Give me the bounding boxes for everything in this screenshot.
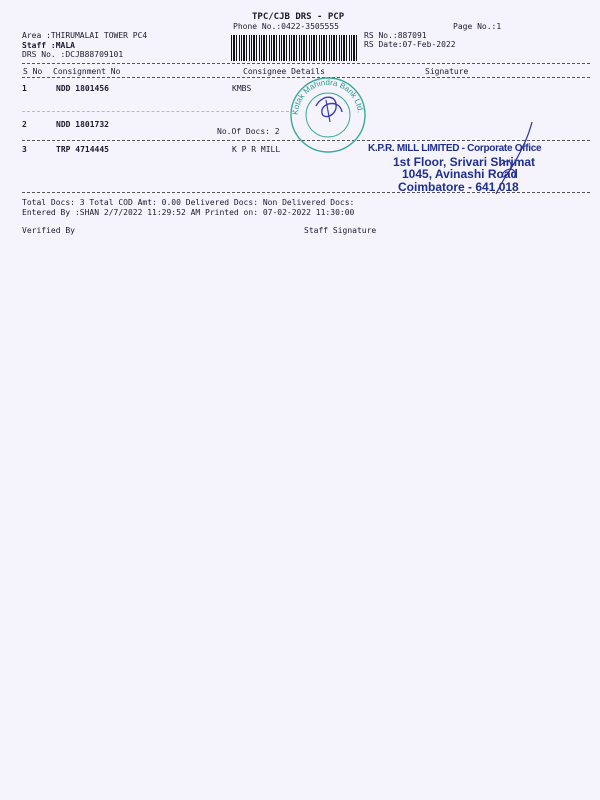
rs-date: RS Date:07-Feb-2022 [364, 40, 456, 49]
divider [22, 63, 590, 64]
handwritten-signature [470, 120, 560, 200]
drs-number: DRS No. :DCJB88709101 [22, 50, 124, 59]
document-title: TPC/CJB DRS - PCP [252, 12, 345, 22]
row-sno: 3 [22, 145, 27, 154]
phone-number: Phone No.:0422-3505555 [233, 22, 339, 31]
divider [22, 111, 294, 112]
row-sno: 2 [22, 120, 27, 129]
row-consignee: KMBS [232, 84, 252, 93]
entered-by-line: Entered By :SHAN 2/7/2022 11:29:52 AM Printed on: 07-02-2022 11:30:00 [22, 208, 355, 217]
corporate-stamp-line: K.P.R. MILL LIMITED - Corporate Office [368, 143, 542, 154]
row-consignee: K P R MILL [232, 145, 281, 154]
bank-stamp [286, 76, 370, 154]
col-header-consignment: Consignment No [53, 67, 121, 76]
staff-label: Staff :MALA [22, 41, 75, 50]
corporate-stamp-line: 1045, Avinashi Road [402, 167, 518, 181]
col-header-signature: Signature [425, 67, 469, 76]
corporate-stamp-line: 1st Floor, Srivari Shrimat [393, 155, 536, 169]
verified-by-label: Verified By [22, 226, 75, 235]
row-consignment: TRP 4714445 [56, 145, 109, 154]
barcode [231, 35, 359, 61]
area-label: Area :THIRUMALAI TOWER PC4 [22, 31, 148, 40]
col-header-sno: S No [23, 67, 43, 76]
row-consignment: NDD 1801456 [56, 84, 109, 93]
col-header-consignee: Consignee Details [243, 67, 325, 76]
row-sno: 1 [22, 84, 27, 93]
staff-signature-label: Staff Signature [304, 226, 377, 235]
row-consignment: NDD 1801732 [56, 120, 109, 129]
row-doc-count: No.Of Docs: 2 [217, 127, 280, 136]
bank-stamp-text: Kotak Mahindra Bank Ltd. [290, 77, 365, 116]
page-number: Page No.:1 [453, 22, 502, 31]
corporate-stamp-line: Coimbatore - 641 018 [398, 180, 519, 194]
totals-line: Total Docs: 3 Total COD Amt: 0.00 Delivered Docs: Non Delivered Docs: [22, 198, 355, 207]
rs-number: RS No.:887091 [364, 31, 427, 40]
divider [22, 192, 590, 193]
